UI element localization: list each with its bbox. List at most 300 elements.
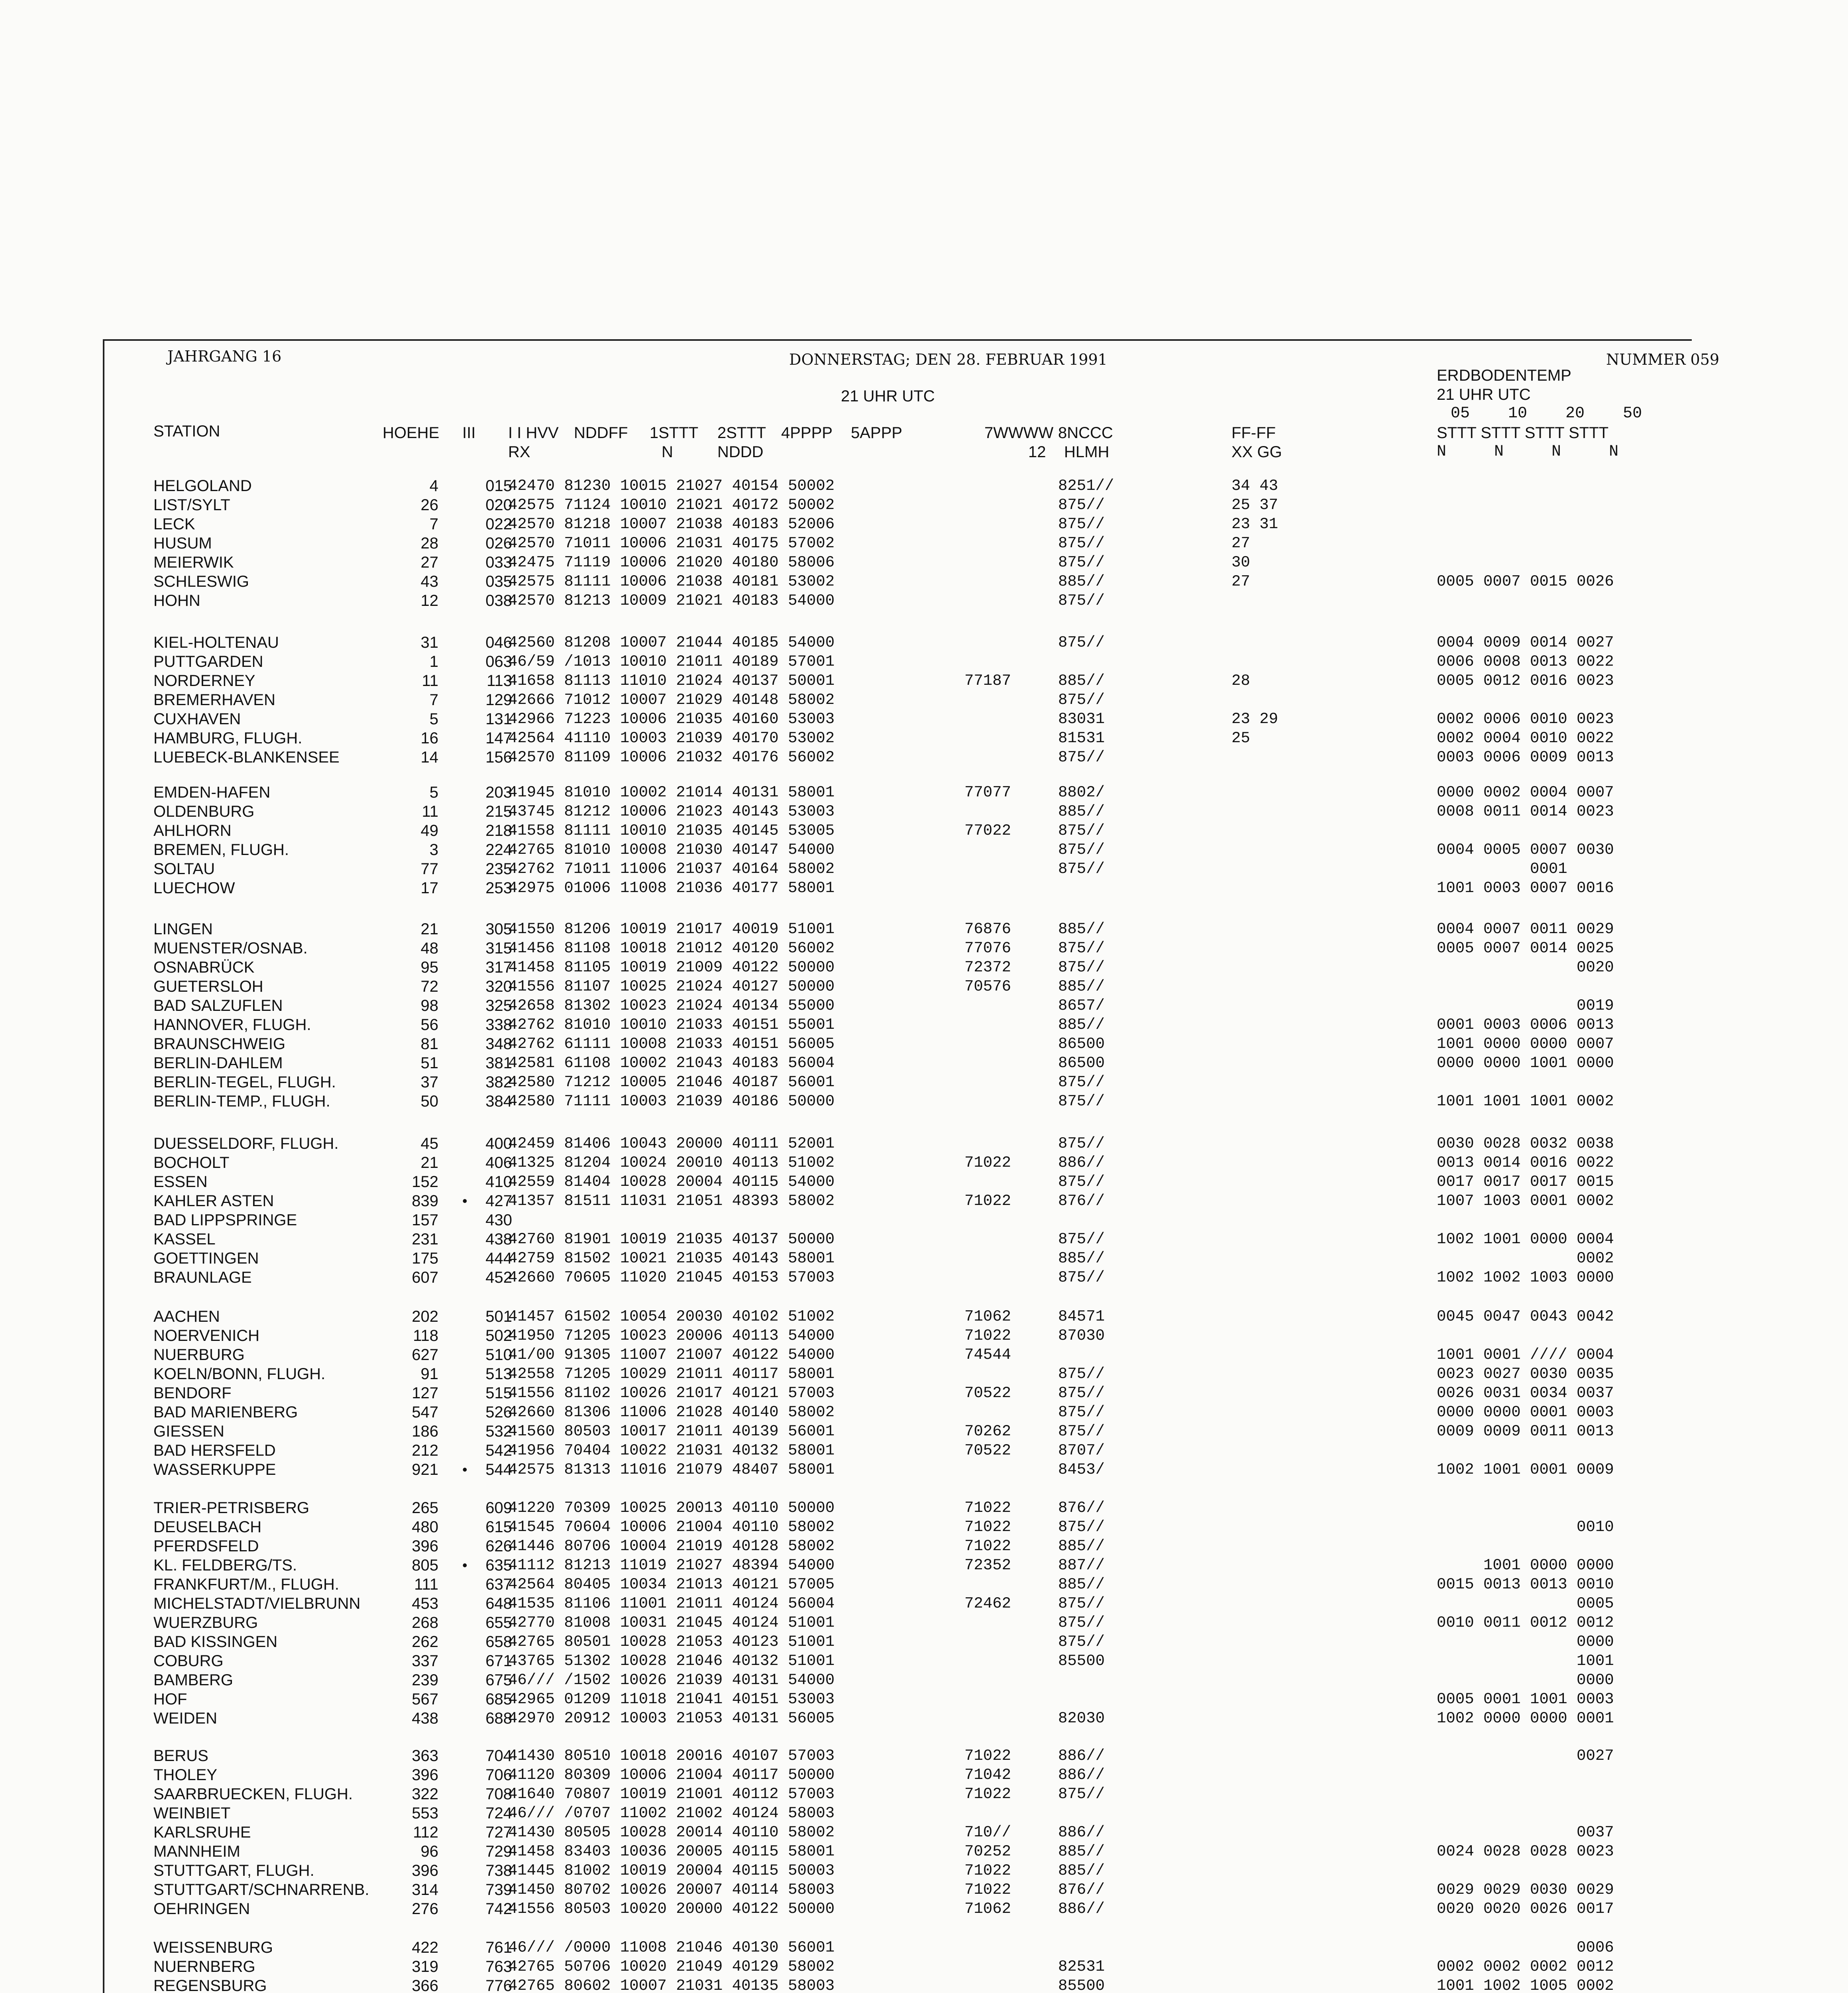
station-name: SOLTAU <box>153 860 215 878</box>
synop-groups: 42564 41110 10003 21039 40170 53002 <box>508 729 835 747</box>
synop-groups: 42762 81010 10010 21033 40151 55001 <box>508 1016 835 1034</box>
synop-groups: 42660 81306 11006 21028 40140 58002 <box>508 1403 835 1421</box>
station-height: 152 <box>412 1173 438 1191</box>
wind-gusts: 25 37 <box>1231 496 1278 514</box>
station-index: 655 <box>485 1614 512 1631</box>
col-2sttt: 2STTT <box>717 424 766 442</box>
station-height: 7 <box>429 515 438 533</box>
station-height: 276 <box>412 1900 438 1918</box>
col-iii: III <box>462 424 476 442</box>
synop-groups: 41430 80510 10018 20016 40107 57003 <box>508 1747 835 1765</box>
synop-groups: 41325 81204 10024 20010 40113 51002 <box>508 1154 835 1171</box>
station-height: 7 <box>429 691 438 709</box>
station-height: 43 <box>420 573 438 590</box>
group-8nccc: 87030 <box>1058 1327 1105 1344</box>
station-index: 026 <box>485 535 512 552</box>
utc-title: 21 UHR UTC <box>841 387 935 405</box>
station-name: BERLIN-TEMP., FLUGH. <box>153 1093 330 1110</box>
soil-temperatures: 0001 <box>1437 860 1567 878</box>
group-7wwww: 71022 <box>964 1537 1011 1555</box>
station-height: 45 <box>420 1135 438 1152</box>
station-height: 202 <box>412 1308 438 1325</box>
synop-groups: 42970 20912 10003 21053 40131 56005 <box>508 1710 835 1727</box>
group-8nccc: 85500 <box>1058 1977 1105 1993</box>
group-8nccc: 885// <box>1058 1537 1105 1555</box>
soil-temperatures: 0008 0011 0014 0023 <box>1437 803 1614 820</box>
group-7wwww: 77076 <box>964 940 1011 957</box>
soil-depths: 05 10 20 50 <box>1451 405 1642 423</box>
group-8nccc: 876// <box>1058 1192 1105 1210</box>
station-name: BAD MARIENBERG <box>153 1403 298 1421</box>
group-7wwww: 71022 <box>964 1154 1011 1171</box>
synop-groups: 42762 71011 11006 21037 40164 58002 <box>508 860 835 878</box>
soil-temperatures: 0023 0027 0030 0035 <box>1437 1365 1614 1383</box>
station-name: ESSEN <box>153 1173 208 1191</box>
station-name: BERLIN-DAHLEM <box>153 1054 283 1072</box>
station-height: 396 <box>412 1862 438 1879</box>
station-index: 022 <box>485 515 512 533</box>
station-name: KAHLER ASTEN <box>153 1192 274 1210</box>
station-height: 91 <box>420 1365 438 1383</box>
station-index: 526 <box>485 1403 512 1421</box>
group-7wwww: 70522 <box>964 1442 1011 1459</box>
station-index: 430 <box>485 1211 512 1229</box>
station-index: 203 <box>485 784 512 801</box>
station-index: 156 <box>485 749 512 766</box>
station-index: 129 <box>485 691 512 709</box>
station-index: 501 <box>485 1308 512 1325</box>
station-height: 422 <box>412 1939 438 1956</box>
synop-groups: 42475 71119 10006 21020 40180 58006 <box>508 554 835 571</box>
station-height: 127 <box>412 1384 438 1402</box>
group-8nccc: 875// <box>1058 959 1105 976</box>
soil-temperatures: 0005 0001 1001 0003 <box>1437 1690 1614 1708</box>
station-height: 553 <box>412 1804 438 1822</box>
station-name: BRAUNLAGE <box>153 1269 252 1286</box>
soil-temperatures: 0002 0004 0010 0022 <box>1437 729 1614 747</box>
station-name: KARLSRUHE <box>153 1824 251 1841</box>
group-8nccc: 885// <box>1058 1576 1105 1593</box>
synop-groups: 42660 70605 11020 21045 40153 57003 <box>508 1269 835 1286</box>
group-7wwww: 71022 <box>964 1862 1011 1879</box>
group-8nccc: 885// <box>1058 1862 1105 1879</box>
synop-groups: 41/00 91305 11007 21007 40122 54000 <box>508 1346 835 1364</box>
group-8nccc: 885// <box>1058 1016 1105 1034</box>
group-8nccc: 875// <box>1058 1230 1105 1248</box>
station-height: 50 <box>420 1093 438 1110</box>
soil-n: N N N N <box>1437 443 1619 461</box>
station-index: 020 <box>485 496 512 514</box>
station-index: 502 <box>485 1327 512 1344</box>
station-name: BREMERHAVEN <box>153 691 275 709</box>
synop-groups: 41456 81108 10018 21012 40120 56002 <box>508 940 835 957</box>
station-height: 567 <box>412 1690 438 1708</box>
synop-groups: 42762 61111 10008 21033 40151 56005 <box>508 1035 835 1053</box>
synop-groups: 42765 81010 10008 21030 40147 54000 <box>508 841 835 859</box>
station-name: OLDENBURG <box>153 803 255 820</box>
col-7wwww-12: 12 <box>1028 443 1046 461</box>
synop-groups: 42470 81230 10015 21027 40154 50002 <box>508 477 835 495</box>
synop-groups: 46/59 /1013 10010 21011 40189 57001 <box>508 653 835 670</box>
group-8nccc: 875// <box>1058 841 1105 859</box>
station-name: KIEL-HOLTENAU <box>153 634 279 651</box>
station-index: 218 <box>485 822 512 839</box>
station-index: 688 <box>485 1710 512 1727</box>
station-index: 626 <box>485 1537 512 1555</box>
station-index: 671 <box>485 1652 512 1670</box>
wind-gusts: 34 43 <box>1231 477 1278 495</box>
group-8nccc: 875// <box>1058 1633 1105 1651</box>
station-height: 16 <box>420 729 438 747</box>
group-8nccc: 875// <box>1058 1269 1105 1286</box>
station-height: 37 <box>420 1073 438 1091</box>
group-7wwww: 71062 <box>964 1900 1011 1918</box>
group-8nccc: 876// <box>1058 1881 1105 1899</box>
soil-temperatures: 0010 0011 0012 0012 <box>1437 1614 1614 1631</box>
soil-temperatures: 1002 1002 1003 0000 <box>1437 1269 1614 1286</box>
station-height: 48 <box>420 940 438 957</box>
soil-temperatures: 0019 <box>1437 997 1614 1014</box>
group-7wwww: 71062 <box>964 1308 1011 1325</box>
station-name: BAD LIPPSPRINGE <box>153 1211 297 1229</box>
col-hlmh: HLMH <box>1064 443 1110 461</box>
group-8nccc: 82531 <box>1058 1958 1105 1975</box>
group-8nccc: 875// <box>1058 822 1105 839</box>
station-name: NUERBURG <box>153 1346 245 1364</box>
col-1sttt-n: N <box>662 443 673 461</box>
col-5appp: 5APPP <box>851 424 902 442</box>
station-height: 175 <box>412 1250 438 1267</box>
station-index: 515 <box>485 1384 512 1402</box>
soil-temperatures: 1001 0000 0000 0007 <box>1437 1035 1614 1053</box>
group-7wwww: 71022 <box>964 1881 1011 1899</box>
soil-temperatures: 0020 0020 0026 0017 <box>1437 1900 1614 1918</box>
station-index: 615 <box>485 1518 512 1536</box>
station-name: KOELN/BONN, FLUGH. <box>153 1365 326 1383</box>
station-name: FRANKFURT/M., FLUGH. <box>153 1576 339 1593</box>
soil-temperatures: 0017 0017 0017 0015 <box>1437 1173 1614 1191</box>
station-height: 186 <box>412 1423 438 1440</box>
synop-groups: 41450 80702 10026 20007 40114 58003 <box>508 1881 835 1899</box>
station-name: BERLIN-TEGEL, FLUGH. <box>153 1073 336 1091</box>
station-name: REGENSBURG <box>153 1977 267 1993</box>
station-name: SCHLESWIG <box>153 573 249 590</box>
col-hvv: I I HVV <box>508 424 559 442</box>
soil-temperatures: 1001 0001 //// 0004 <box>1437 1346 1614 1364</box>
group-8nccc: 886// <box>1058 1154 1105 1171</box>
station-index: 444 <box>485 1250 512 1267</box>
group-8nccc: 887// <box>1058 1557 1105 1574</box>
station-height: 26 <box>420 496 438 514</box>
synop-groups: 41430 80505 10028 20014 40110 58002 <box>508 1824 835 1841</box>
station-index: 235 <box>485 860 512 878</box>
group-8nccc: 86500 <box>1058 1054 1105 1072</box>
group-8nccc: 85500 <box>1058 1652 1105 1670</box>
synop-groups: 41112 81213 11019 21027 48394 54000 <box>508 1557 835 1574</box>
synop-groups: 41457 61502 10054 20030 40102 51002 <box>508 1308 835 1325</box>
soil-temperatures: 0004 0009 0014 0027 <box>1437 634 1614 651</box>
station-name: HUSUM <box>153 535 212 552</box>
station-name: GUETERSLOH <box>153 978 263 995</box>
soil-temperatures: 0015 0013 0013 0010 <box>1437 1576 1614 1593</box>
station-name: OSNABRÜCK <box>153 959 255 976</box>
station-height: 111 <box>414 1576 438 1593</box>
group-8nccc: 886// <box>1058 1747 1105 1765</box>
soil-temperatures: 1001 0003 0007 0016 <box>1437 879 1614 897</box>
station-name: WEINBIET <box>153 1804 231 1822</box>
soil-temperatures: 0005 0012 0016 0023 <box>1437 672 1614 690</box>
station-index: 113 <box>487 672 512 690</box>
group-8nccc: 875// <box>1058 1173 1105 1191</box>
synop-groups: 42575 81111 10006 21038 40181 53002 <box>508 573 835 590</box>
station-height: 11 <box>422 803 438 820</box>
station-index: 761 <box>485 1939 512 1956</box>
station-name: LUECHOW <box>153 879 235 897</box>
soil-temperatures: 0000 0000 0001 0003 <box>1437 1403 1614 1421</box>
col-4pppp: 4PPPP <box>781 424 833 442</box>
soil-temperatures: 0009 0009 0011 0013 <box>1437 1423 1614 1440</box>
station-index: 729 <box>485 1843 512 1860</box>
group-7wwww: 70262 <box>964 1423 1011 1440</box>
group-7wwww: 72352 <box>964 1557 1011 1574</box>
group-8nccc: 8802/ <box>1058 784 1105 801</box>
wind-gusts: 27 <box>1231 535 1250 552</box>
station-height: 12 <box>420 592 438 609</box>
col-rx: RX <box>508 443 530 461</box>
synop-groups: 41357 81511 11031 21051 48393 58002 <box>508 1192 835 1210</box>
station-index: 317 <box>485 959 512 976</box>
col-nddff: NDDFF <box>574 424 628 442</box>
soil-temperatures: 0000 <box>1437 1671 1614 1689</box>
soil-temperatures: 0005 0007 0014 0025 <box>1437 940 1614 957</box>
station-height: 319 <box>412 1958 438 1975</box>
synop-groups: 41556 80503 10020 20000 40122 50000 <box>508 1900 835 1918</box>
synop-groups: 42765 50706 10020 21049 40129 58002 <box>508 1958 835 1975</box>
synop-groups: 41220 70309 10025 20013 40110 50000 <box>508 1499 835 1517</box>
group-7wwww: 71022 <box>964 1785 1011 1803</box>
group-7wwww: 77077 <box>964 784 1011 801</box>
station-index: 704 <box>485 1747 512 1765</box>
station-name: EMDEN-HAFEN <box>153 784 271 801</box>
group-8nccc: 875// <box>1058 1365 1105 1383</box>
station-index: 742 <box>485 1900 512 1918</box>
station-name: KASSEL <box>153 1230 216 1248</box>
synop-groups: 42770 81008 10031 21045 40124 51001 <box>508 1614 835 1631</box>
station-name: BREMEN, FLUGH. <box>153 841 289 859</box>
synop-groups: 42580 71111 10003 21039 40186 50000 <box>508 1093 835 1110</box>
station-name: HOF <box>153 1690 187 1708</box>
synop-groups: 42759 81502 10021 21035 40143 58001 <box>508 1250 835 1267</box>
synop-groups: 42666 71012 10007 21029 40148 58002 <box>508 691 835 709</box>
group-8nccc: 875// <box>1058 1423 1105 1440</box>
station-index: 015 <box>485 477 512 495</box>
station-index: 320 <box>485 978 512 995</box>
group-7wwww: 76876 <box>964 920 1011 938</box>
station-height: 5 <box>429 710 438 728</box>
wind-gusts: 30 <box>1231 554 1250 571</box>
soil-temperatures: 1007 1003 0001 0002 <box>1437 1192 1614 1210</box>
station-height: 480 <box>412 1518 438 1536</box>
synop-groups: 42975 01006 11008 21036 40177 58001 <box>508 879 835 897</box>
soil-temperatures: 0000 <box>1437 1633 1614 1651</box>
soil-temperatures: 0024 0028 0028 0023 <box>1437 1843 1614 1860</box>
synop-groups: 46/// /0000 11008 21046 40130 56001 <box>508 1939 835 1956</box>
wind-gusts: 28 <box>1231 672 1250 690</box>
station-height: 81 <box>420 1035 438 1053</box>
group-7wwww: 71022 <box>964 1327 1011 1344</box>
soil-temperatures: 0029 0029 0030 0029 <box>1437 1881 1614 1899</box>
station-height: 112 <box>413 1824 438 1841</box>
station-name: COBURG <box>153 1652 224 1670</box>
synop-groups: 42658 81302 10023 21024 40134 55000 <box>508 997 835 1014</box>
station-index: 406 <box>485 1154 512 1171</box>
station-index: 510 <box>485 1346 512 1364</box>
station-height: 438 <box>412 1710 438 1727</box>
station-index: 400 <box>485 1135 512 1152</box>
station-name: CUXHAVEN <box>153 710 241 728</box>
station-name: BRAUNSCHWEIG <box>153 1035 286 1053</box>
group-8nccc: 875// <box>1058 691 1105 709</box>
synop-groups: 41640 70807 10019 21001 40112 57003 <box>508 1785 835 1803</box>
station-height: 157 <box>412 1211 438 1229</box>
station-index: 038 <box>485 592 512 609</box>
station-height: 3 <box>429 841 438 859</box>
group-8nccc: 885// <box>1058 978 1105 995</box>
synop-groups: 42570 81109 10006 21032 40176 56002 <box>508 749 835 766</box>
station-index: 706 <box>485 1766 512 1784</box>
station-name: HANNOVER, FLUGH. <box>153 1016 311 1034</box>
soil-temperatures: 0020 <box>1437 959 1614 976</box>
station-index: 513 <box>485 1365 512 1383</box>
soil-temperatures: 0002 <box>1437 1250 1614 1267</box>
issue-number: NUMMER 059 <box>1606 351 1720 368</box>
station-height: 314 <box>412 1881 438 1899</box>
station-name: NOERVENICH <box>153 1327 259 1344</box>
station-height: 366 <box>412 1977 438 1993</box>
station-height: 5 <box>429 784 438 801</box>
station-name: THOLEY <box>153 1766 218 1784</box>
station-height: 95 <box>420 959 438 976</box>
group-8nccc: 876// <box>1058 1499 1105 1517</box>
mountain-marker: • <box>462 1461 467 1478</box>
group-7wwww: 77187 <box>964 672 1011 690</box>
soil-temperatures: 0004 0005 0007 0030 <box>1437 841 1614 859</box>
station-name: WEIDEN <box>153 1710 217 1727</box>
synop-groups: 46/// /0707 11002 21002 40124 58003 <box>508 1804 835 1822</box>
synop-groups: 42765 80501 10028 21053 40123 51001 <box>508 1633 835 1651</box>
station-index: 035 <box>485 573 512 590</box>
soil-temperatures: 0006 <box>1437 1939 1614 1956</box>
mountain-marker: • <box>462 1557 467 1573</box>
synop-groups: 41556 81107 10025 21024 40127 50000 <box>508 978 835 995</box>
group-8nccc: 875// <box>1058 1384 1105 1402</box>
group-8nccc: 875// <box>1058 592 1105 609</box>
col-ff: FF-FF <box>1231 424 1276 442</box>
station-height: 805 <box>412 1557 438 1574</box>
soil-temperatures: 0003 0006 0009 0013 <box>1437 749 1614 766</box>
station-index: 675 <box>485 1671 512 1689</box>
soil-temperatures: 0002 0006 0010 0023 <box>1437 710 1614 728</box>
station-name: TRIER-PETRISBERG <box>153 1499 310 1517</box>
group-8nccc: 875// <box>1058 496 1105 514</box>
station-height: 322 <box>412 1785 438 1803</box>
group-7wwww: 70576 <box>964 978 1011 995</box>
station-name: LECK <box>153 515 195 533</box>
synop-groups: 43765 51302 10028 21046 40132 51001 <box>508 1652 835 1670</box>
soil-temperatures: 0004 0007 0011 0029 <box>1437 920 1614 938</box>
station-name: HELGOLAND <box>153 477 252 495</box>
soil-temperatures: 0000 0002 0004 0007 <box>1437 784 1614 801</box>
station-height: 231 <box>412 1230 438 1248</box>
station-name: NORDERNEY <box>153 672 255 690</box>
station-name: BAD SALZUFLEN <box>153 997 283 1014</box>
station-index: 776 <box>485 1977 512 1993</box>
soil-temperatures: 0000 0000 1001 0000 <box>1437 1054 1614 1072</box>
soil-temperatures: 1002 1001 0000 0004 <box>1437 1230 1614 1248</box>
group-7wwww: 72372 <box>964 959 1011 976</box>
station-name: MICHELSTADT/VIELBRUNN <box>153 1595 361 1612</box>
group-8nccc: 875// <box>1058 1093 1105 1110</box>
station-name: BAD HERSFELD <box>153 1442 276 1459</box>
soil-temperatures: 0027 <box>1437 1747 1614 1765</box>
station-index: 685 <box>485 1690 512 1708</box>
synop-groups: 42459 81406 10043 20000 40111 52001 <box>508 1135 835 1152</box>
station-name: WASSERKUPPE <box>153 1461 276 1478</box>
station-index: 381 <box>485 1054 512 1072</box>
soil-sttt: STTT STTT STTT STTT <box>1437 424 1609 442</box>
station-height: 27 <box>420 554 438 571</box>
group-8nccc: 8453/ <box>1058 1461 1105 1478</box>
group-7wwww: 71022 <box>964 1518 1011 1536</box>
group-7wwww: 70522 <box>964 1384 1011 1402</box>
soil-temperatures: 0026 0031 0034 0037 <box>1437 1384 1614 1402</box>
group-8nccc: 875// <box>1058 1135 1105 1152</box>
station-height: 4 <box>429 477 438 495</box>
station-height: 98 <box>420 997 438 1014</box>
group-7wwww: 710// <box>964 1824 1011 1841</box>
group-8nccc: 875// <box>1058 1614 1105 1631</box>
station-height: 839 <box>412 1192 438 1210</box>
group-7wwww: 71042 <box>964 1766 1011 1784</box>
group-8nccc: 84571 <box>1058 1308 1105 1325</box>
station-index: 033 <box>485 554 512 571</box>
station-index: 131 <box>485 710 512 728</box>
soil-temperatures: 0010 <box>1437 1518 1614 1536</box>
group-8nccc: 875// <box>1058 1785 1105 1803</box>
station-name: NUERNBERG <box>153 1958 255 1975</box>
station-index: 253 <box>485 879 512 897</box>
station-name: OEHRINGEN <box>153 1900 250 1918</box>
station-height: 21 <box>420 920 438 938</box>
group-8nccc: 875// <box>1058 554 1105 571</box>
synop-groups: 41535 81106 11001 21011 40124 56004 <box>508 1595 835 1612</box>
station-name: LUEBECK-BLANKENSEE <box>153 749 340 766</box>
station-index: 224 <box>485 841 512 859</box>
station-name: DEUSELBACH <box>153 1518 262 1536</box>
station-name: LINGEN <box>153 920 213 938</box>
date-line: DONNERSTAG; DEN 28. FEBRUAR 1991 <box>789 351 1108 368</box>
station-index: 325 <box>485 997 512 1014</box>
synop-groups: 41950 71205 10023 20006 40113 54000 <box>508 1327 835 1344</box>
station-height: 547 <box>412 1403 438 1421</box>
station-index: 427 <box>485 1192 512 1210</box>
station-name: MANNHEIM <box>153 1843 240 1860</box>
synop-groups: 42559 81404 10028 20004 40115 54000 <box>508 1173 835 1191</box>
station-height: 268 <box>412 1614 438 1631</box>
group-8nccc: 875// <box>1058 860 1105 878</box>
station-index: 215 <box>485 803 512 820</box>
synop-groups: 41560 80503 10017 21011 40139 56001 <box>508 1423 835 1440</box>
